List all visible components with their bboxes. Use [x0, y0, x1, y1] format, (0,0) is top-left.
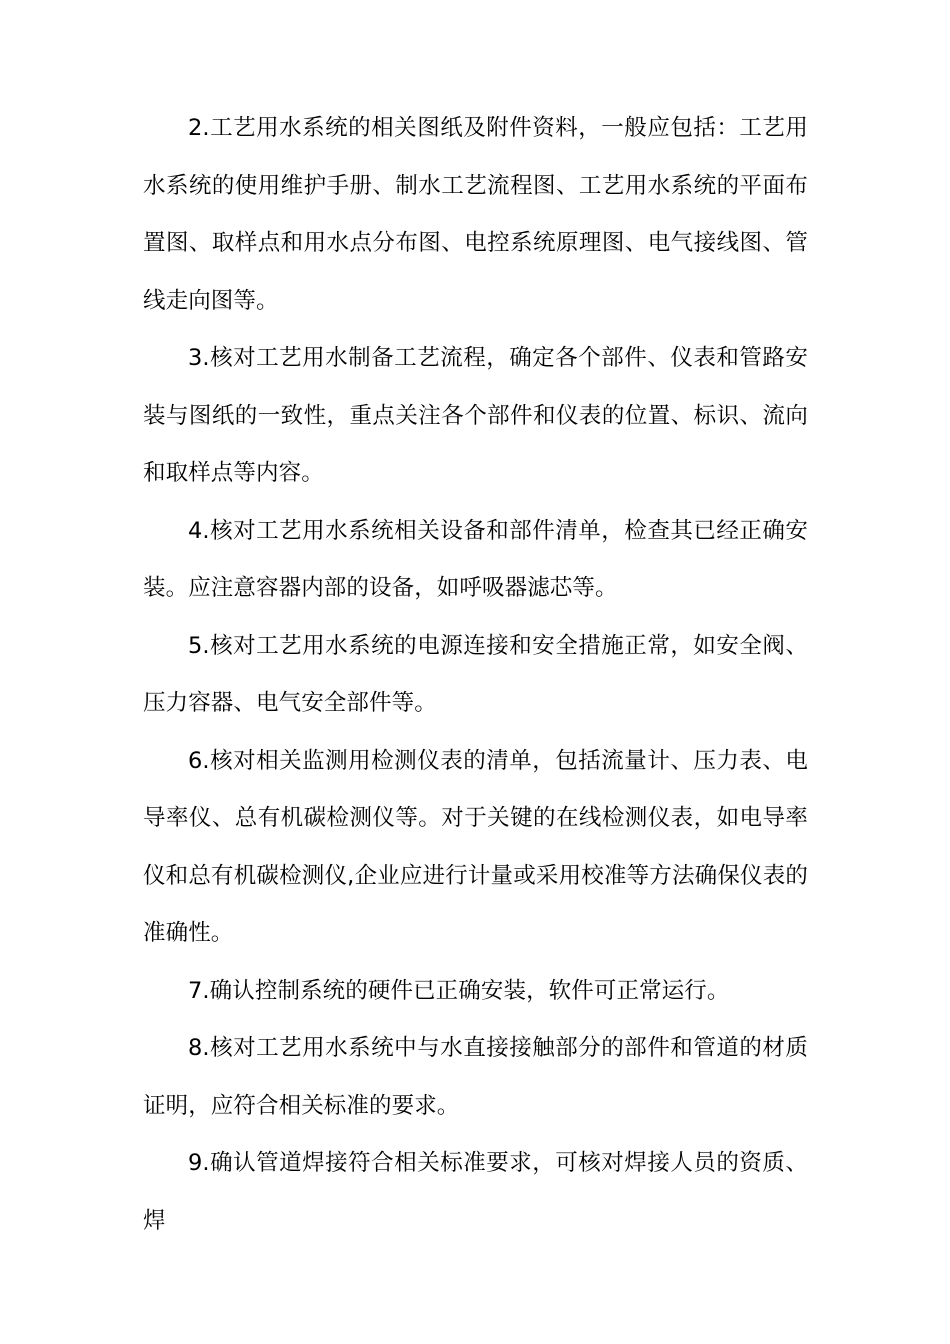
paragraph-item-6: 6.核对相关监测用检测仪表的清单，包括流量计、压力表、电导率仪、总有机碳检测仪等。对于关键的在线检测仪表，如电导率仪和总有机碳检测仪,企业应进行计量或采用校准等方法确保仪表的准确性。 — [143, 747, 808, 946]
paragraph-item-8: 8.核对工艺用水系统中与水直接接触部分的部件和管道的材质证明，应符合相关标准的要求。 — [143, 1035, 808, 1119]
paragraph-item-9: 9.确认管道焊接符合相关标准要求，可核对焊接人员的资质、焊 — [143, 1150, 808, 1234]
paragraph-item-7: 7.确认控制系统的硬件已正确安装，软件可正常运行。 — [188, 977, 730, 1004]
paragraph-item-2: 2.工艺用水系统的相关图纸及附件资料，一般应包括：工艺用水系统的使用维护手册、制水工艺流程图、工艺用水系统的平面布置图、取样点和用水点分布图、电控系统原理图、电气接线图、管线走向图等。 — [143, 115, 808, 314]
paragraph-item-3: 3.核对工艺用水制备工艺流程，确定各个部件、仪表和管路安装与图纸的一致性，重点关注各个部件和仪表的位置、标识、流向和取样点等内容。 — [143, 345, 808, 486]
paragraph-item-5: 5.核对工艺用水系统的电源连接和安全措施正常，如安全阀、压力容器、电气安全部件等。 — [143, 632, 808, 716]
paragraph-item-4: 4.核对工艺用水系统相关设备和部件清单，检查其已经正确安装。应注意容器内部的设备，如呼吸器滤芯等。 — [143, 517, 808, 601]
document-body — [143, 100, 808, 1250]
